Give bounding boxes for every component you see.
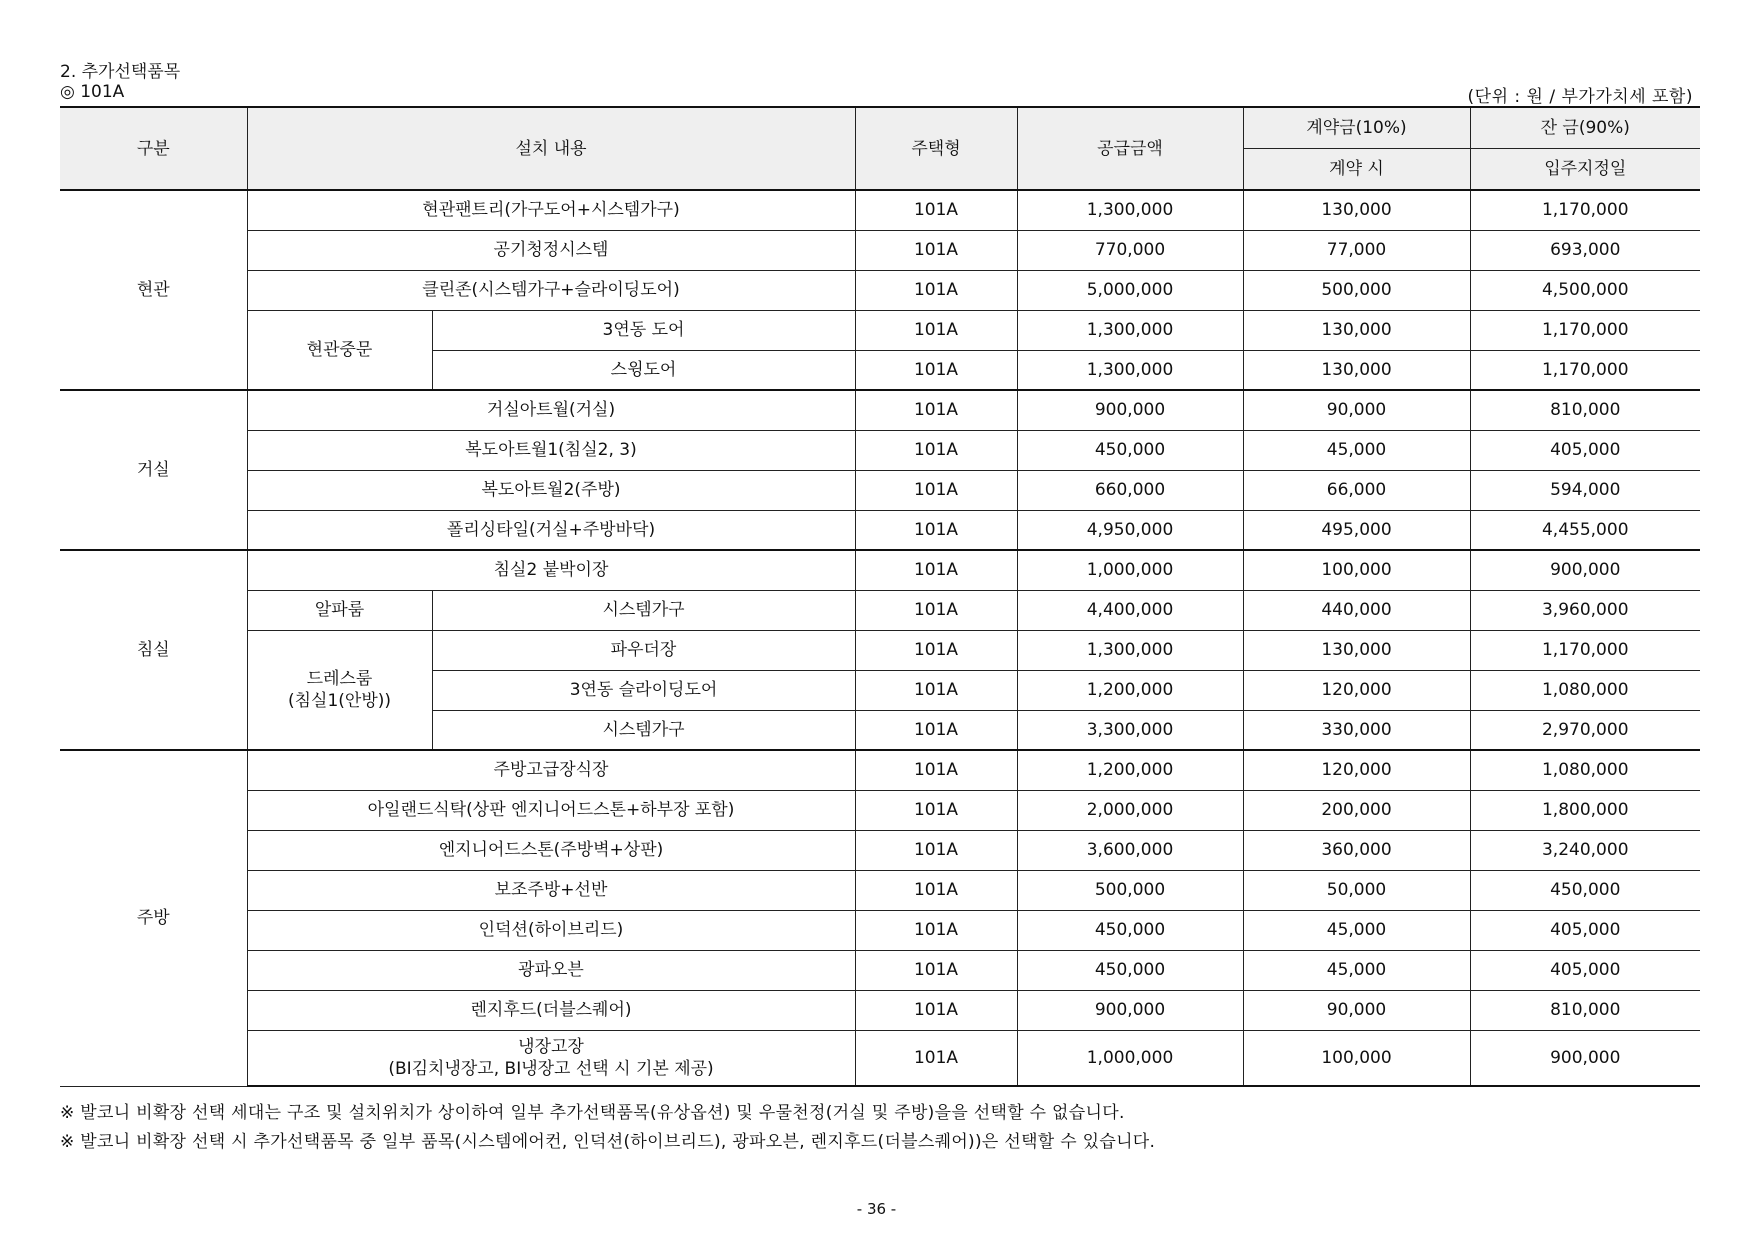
item-name: 폴리싱타일(거실+주방바닥) (247, 510, 855, 550)
footnote: ※ 발코니 비확장 선택 세대는 구조 및 설치위치가 상이하여 일부 추가선택품목(유상옵션) 및 우물천정(거실 및 주방)을을 선택할 수 없습니다. (60, 1103, 1125, 1123)
house-type: 101A (855, 710, 1017, 750)
house-type: 101A (855, 350, 1017, 390)
balance-amount: 3,240,000 (1470, 830, 1700, 870)
item-name: 스윙도어 (432, 350, 855, 390)
option-price-table (60, 106, 1700, 1087)
balance-amount: 405,000 (1470, 430, 1700, 470)
item-name: 3연동 도어 (432, 310, 855, 350)
house-type: 101A (855, 830, 1017, 870)
balance-amount: 3,960,000 (1470, 590, 1700, 630)
table-row (60, 510, 1700, 550)
supply-price: 1,300,000 (1017, 350, 1243, 390)
deposit-amount: 45,000 (1243, 430, 1470, 470)
header-balance: 잔 금(90%) (1470, 107, 1700, 149)
table-row (60, 470, 1700, 510)
deposit-amount: 330,000 (1243, 710, 1470, 750)
supply-price: 1,000,000 (1017, 550, 1243, 590)
item-name: 침실2 붙박이장 (247, 550, 855, 590)
header-supply-price: 공급금액 (1017, 107, 1243, 190)
page-number: - 36 - (856, 1200, 897, 1218)
item-name-main: 냉장고장 (518, 1036, 584, 1057)
deposit-amount: 45,000 (1243, 910, 1470, 950)
deposit-amount: 130,000 (1243, 350, 1470, 390)
table-row (60, 910, 1700, 950)
deposit-amount: 90,000 (1243, 390, 1470, 430)
header-category: 구분 (60, 107, 247, 190)
unit-note: (단위 : 원 / 부가가치세 포함) (1467, 87, 1693, 107)
balance-amount: 2,970,000 (1470, 710, 1700, 750)
house-type: 101A (855, 950, 1017, 990)
supply-price: 1,200,000 (1017, 750, 1243, 790)
item-name: 3연동 슬라이딩도어 (432, 670, 855, 710)
deposit-amount: 120,000 (1243, 750, 1470, 790)
supply-price: 1,300,000 (1017, 190, 1243, 230)
supply-price: 1,300,000 (1017, 310, 1243, 350)
balance-amount: 1,170,000 (1470, 630, 1700, 670)
supply-price: 4,950,000 (1017, 510, 1243, 550)
table-row (60, 550, 1700, 590)
table-row (60, 990, 1700, 1030)
house-type: 101A (855, 510, 1017, 550)
subgroup-alpha-room: 알파룸 (247, 590, 432, 630)
supply-price: 660,000 (1017, 470, 1243, 510)
house-type: 101A (855, 230, 1017, 270)
item-name: 보조주방+선반 (247, 870, 855, 910)
table-row (60, 390, 1700, 430)
header-content: 설치 내용 (247, 107, 855, 190)
footnote: ※ 발코니 비확장 선택 시 추가선택품목 중 일부 품목(시스템에어컨, 인덕션(하이브리드), 광파오븐, 렌지후드(더블스퀘어))은 선택할 수 있습니다. (60, 1132, 1156, 1152)
balance-amount: 900,000 (1470, 1030, 1700, 1086)
item-name: 인덕션(하이브리드) (247, 910, 855, 950)
house-type: 101A (855, 270, 1017, 310)
deposit-amount: 440,000 (1243, 590, 1470, 630)
house-type: 101A (855, 870, 1017, 910)
group-living: 거실 (60, 390, 247, 550)
balance-amount: 810,000 (1470, 390, 1700, 430)
supply-price: 4,400,000 (1017, 590, 1243, 630)
balance-amount: 405,000 (1470, 950, 1700, 990)
house-type: 101A (855, 470, 1017, 510)
supply-price: 1,000,000 (1017, 1030, 1243, 1086)
deposit-amount: 130,000 (1243, 630, 1470, 670)
item-name: 아일랜드식탁(상판 엔지니어드스톤+하부장 포함) (247, 790, 855, 830)
group-kitchen: 주방 (60, 750, 247, 1086)
item-name: 현관팬트리(가구도어+시스템가구) (247, 190, 855, 230)
house-type: 101A (855, 430, 1017, 470)
balance-amount: 1,080,000 (1470, 750, 1700, 790)
supply-price: 2,000,000 (1017, 790, 1243, 830)
house-type: 101A (855, 910, 1017, 950)
balance-amount: 1,800,000 (1470, 790, 1700, 830)
table-row (60, 870, 1700, 910)
table-row (60, 750, 1700, 790)
dress-room-label: 드레스룸 (306, 668, 373, 689)
supply-price: 770,000 (1017, 230, 1243, 270)
deposit-amount: 77,000 (1243, 230, 1470, 270)
item-name: 거실아트월(거실) (247, 390, 855, 430)
supply-price: 3,600,000 (1017, 830, 1243, 870)
house-type: 101A (855, 790, 1017, 830)
house-type: 101A (855, 310, 1017, 350)
deposit-amount: 360,000 (1243, 830, 1470, 870)
balance-amount: 1,170,000 (1470, 190, 1700, 230)
balance-amount: 450,000 (1470, 870, 1700, 910)
balance-amount: 900,000 (1470, 550, 1700, 590)
deposit-amount: 120,000 (1243, 670, 1470, 710)
table-row (60, 190, 1700, 230)
header-deposit-when: 계약 시 (1243, 149, 1470, 191)
table-row (60, 790, 1700, 830)
supply-price: 3,300,000 (1017, 710, 1243, 750)
table-row (60, 270, 1700, 310)
house-type: 101A (855, 670, 1017, 710)
house-type: 101A (855, 190, 1017, 230)
balance-amount: 4,500,000 (1470, 270, 1700, 310)
header-house-type: 주택형 (855, 107, 1017, 190)
table-row (60, 310, 1700, 350)
deposit-amount: 130,000 (1243, 190, 1470, 230)
item-name: 시스템가구 (432, 590, 855, 630)
deposit-amount: 130,000 (1243, 310, 1470, 350)
group-bedroom: 침실 (60, 550, 247, 750)
deposit-amount: 50,000 (1243, 870, 1470, 910)
item-name: 광파오븐 (247, 950, 855, 990)
dress-room-sub-label: (침실1(안방)) (287, 690, 392, 711)
header-deposit: 계약금(10%) (1243, 107, 1470, 149)
table-row (60, 430, 1700, 470)
deposit-amount: 100,000 (1243, 1030, 1470, 1086)
house-type: 101A (855, 990, 1017, 1030)
house-type: 101A (855, 750, 1017, 790)
item-name: 클린존(시스템가구+슬라이딩도어) (247, 270, 855, 310)
deposit-amount: 495,000 (1243, 510, 1470, 550)
supply-price: 500,000 (1017, 870, 1243, 910)
table-row (60, 630, 1700, 670)
balance-amount: 1,170,000 (1470, 310, 1700, 350)
supply-price: 450,000 (1017, 950, 1243, 990)
group-entrance: 현관 (60, 190, 247, 390)
table-row (60, 230, 1700, 270)
balance-amount: 1,080,000 (1470, 670, 1700, 710)
item-name: 파우더장 (432, 630, 855, 670)
house-type-label: ◎ 101A (60, 82, 125, 102)
balance-amount: 810,000 (1470, 990, 1700, 1030)
house-type: 101A (855, 590, 1017, 630)
balance-amount: 405,000 (1470, 910, 1700, 950)
balance-amount: 4,455,000 (1470, 510, 1700, 550)
balance-amount: 693,000 (1470, 230, 1700, 270)
supply-price: 450,000 (1017, 430, 1243, 470)
item-name: 복도아트월2(주방) (247, 470, 855, 510)
table-row (60, 1030, 1700, 1086)
item-name-sub: (BI김치냉장고, BI냉장고 선택 시 기본 제공) (388, 1058, 714, 1079)
item-name: 복도아트월1(침실2, 3) (247, 430, 855, 470)
item-name: 공기청정시스템 (247, 230, 855, 270)
item-name: 시스템가구 (432, 710, 855, 750)
supply-price: 1,300,000 (1017, 630, 1243, 670)
subgroup-entrance-middle-door: 현관중문 (247, 310, 432, 390)
header-balance-when: 입주지정일 (1470, 149, 1700, 191)
house-type: 101A (855, 1030, 1017, 1086)
deposit-amount: 200,000 (1243, 790, 1470, 830)
subgroup-dress-room (247, 630, 432, 750)
item-name: 렌지후드(더블스퀘어) (247, 990, 855, 1030)
deposit-amount: 66,000 (1243, 470, 1470, 510)
deposit-amount: 100,000 (1243, 550, 1470, 590)
deposit-amount: 500,000 (1243, 270, 1470, 310)
section-title: 2. 추가선택품목 (60, 62, 181, 82)
house-type: 101A (855, 550, 1017, 590)
table-row (60, 950, 1700, 990)
item-name: 주방고급장식장 (247, 750, 855, 790)
house-type: 101A (855, 390, 1017, 430)
supply-price: 900,000 (1017, 390, 1243, 430)
balance-amount: 1,170,000 (1470, 350, 1700, 390)
item-name (247, 1030, 855, 1086)
supply-price: 900,000 (1017, 990, 1243, 1030)
supply-price: 5,000,000 (1017, 270, 1243, 310)
supply-price: 1,200,000 (1017, 670, 1243, 710)
table-row (60, 590, 1700, 630)
balance-amount: 594,000 (1470, 470, 1700, 510)
deposit-amount: 45,000 (1243, 950, 1470, 990)
house-type: 101A (855, 630, 1017, 670)
table-row (60, 830, 1700, 870)
item-name: 엔지니어드스톤(주방벽+상판) (247, 830, 855, 870)
deposit-amount: 90,000 (1243, 990, 1470, 1030)
supply-price: 450,000 (1017, 910, 1243, 950)
